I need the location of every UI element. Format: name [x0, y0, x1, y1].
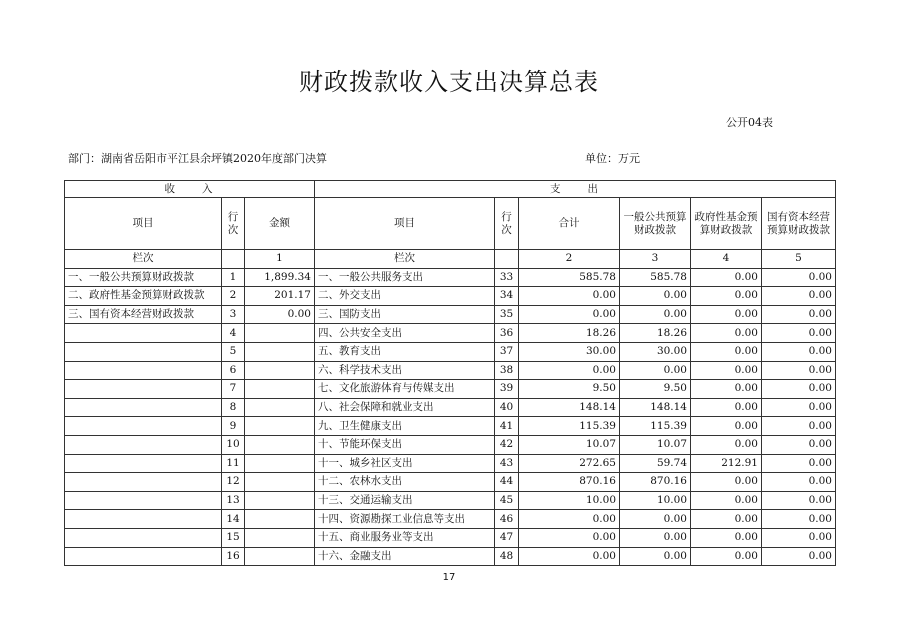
- total-cell: 0.00: [519, 510, 620, 529]
- fund-budget-cell: 0.00: [691, 342, 762, 361]
- header-expense-line-no: 行次: [495, 198, 519, 250]
- expense-section-label: 支 出: [315, 181, 836, 198]
- expense-item-cell: 十、节能环保支出: [315, 435, 495, 454]
- expense-item-cell: 十六、金融支出: [315, 547, 495, 566]
- expense-item-cell: 十三、交通运输支出: [315, 491, 495, 510]
- table-row: [65, 417, 836, 436]
- income-item-cell: [65, 491, 222, 510]
- state-capital-cell: 0.00: [762, 342, 836, 361]
- table-row: [65, 287, 836, 306]
- fund-budget-cell: 0.00: [691, 324, 762, 343]
- expense-line-no-cell: 45: [495, 491, 519, 510]
- expense-line-no-cell: 35: [495, 305, 519, 324]
- income-item-cell: [65, 398, 222, 417]
- income-line-no-cell: 8: [222, 398, 245, 417]
- income-line-no-cell: 7: [222, 380, 245, 399]
- fund-budget-cell: 0.00: [691, 287, 762, 306]
- income-amount-cell: [245, 324, 315, 343]
- fund-budget-cell: 0.00: [691, 435, 762, 454]
- income-item-cell: [65, 473, 222, 492]
- section-header-row: [65, 181, 836, 198]
- general-budget-cell: 0.00: [620, 547, 691, 566]
- total-cell: 115.39: [519, 417, 620, 436]
- header-fund-budget: 政府性基金预算财政拨款: [691, 198, 762, 250]
- fund-budget-cell: 0.00: [691, 510, 762, 529]
- income-item-cell: [65, 528, 222, 547]
- state-capital-cell: 0.00: [762, 324, 836, 343]
- state-capital-cell: 0.00: [762, 547, 836, 566]
- table-row: [65, 342, 836, 361]
- state-capital-cell: 0.00: [762, 417, 836, 436]
- fund-budget-cell: 0.00: [691, 268, 762, 287]
- expense-line-no-cell: 38: [495, 361, 519, 380]
- income-item-cell: 一、一般公共预算财政拨款: [65, 268, 222, 287]
- total-cell: 585.78: [519, 268, 620, 287]
- expense-line-no-cell: 37: [495, 342, 519, 361]
- income-item-cell: [65, 510, 222, 529]
- column-index-empty: [495, 250, 519, 269]
- income-amount-cell: [245, 528, 315, 547]
- table-row: [65, 473, 836, 492]
- fund-budget-cell: 0.00: [691, 380, 762, 399]
- header-income-line-no: 行次: [222, 198, 245, 250]
- column-index-label: 栏次: [65, 250, 222, 269]
- state-capital-cell: 0.00: [762, 305, 836, 324]
- state-capital-cell: 0.00: [762, 528, 836, 547]
- expense-item-cell: 十四、资源勘探工业信息等支出: [315, 510, 495, 529]
- column-index-2: 2: [519, 250, 620, 269]
- header-income-item: 项目: [65, 198, 222, 250]
- total-cell: 0.00: [519, 305, 620, 324]
- column-index-3: 3: [620, 250, 691, 269]
- expense-line-no-cell: 40: [495, 398, 519, 417]
- income-item-cell: [65, 342, 222, 361]
- income-line-no-cell: 5: [222, 342, 245, 361]
- general-budget-cell: 59.74: [620, 454, 691, 473]
- state-capital-cell: 0.00: [762, 361, 836, 380]
- department-label: 部门：湖南省岳阳市平江县余坪镇2020年度部门决算: [68, 152, 327, 165]
- header-state-capital-budget: 国有资本经营预算财政拨款: [762, 198, 836, 250]
- fund-budget-cell: 212.91: [691, 454, 762, 473]
- fund-budget-cell: 0.00: [691, 305, 762, 324]
- income-item-cell: [65, 454, 222, 473]
- general-budget-cell: 0.00: [620, 305, 691, 324]
- table-row: [65, 361, 836, 380]
- income-item-cell: [65, 547, 222, 566]
- table-row: [65, 380, 836, 399]
- form-code: 公开04表: [726, 116, 773, 129]
- column-header-row: [65, 198, 836, 250]
- income-amount-cell: 201.17: [245, 287, 315, 306]
- table-row: [65, 547, 836, 566]
- general-budget-cell: 9.50: [620, 380, 691, 399]
- expense-line-no-cell: 34: [495, 287, 519, 306]
- income-amount-cell: [245, 417, 315, 436]
- unit-label: 单位：万元: [585, 152, 640, 165]
- column-index-5: 5: [762, 250, 836, 269]
- expense-item-cell: 八、社会保障和就业支出: [315, 398, 495, 417]
- expense-item-cell: 一、一般公共服务支出: [315, 268, 495, 287]
- expense-line-no-cell: 41: [495, 417, 519, 436]
- column-index-4: 4: [691, 250, 762, 269]
- header-general-budget: 一般公共预算财政拨款: [620, 198, 691, 250]
- income-amount-cell: [245, 398, 315, 417]
- income-amount-cell: [245, 454, 315, 473]
- expense-item-cell: 七、文化旅游体育与传媒支出: [315, 380, 495, 399]
- total-cell: 0.00: [519, 287, 620, 306]
- table-row: [65, 528, 836, 547]
- state-capital-cell: 0.00: [762, 473, 836, 492]
- fund-budget-cell: 0.00: [691, 473, 762, 492]
- fund-budget-cell: 0.00: [691, 398, 762, 417]
- income-item-cell: 二、政府性基金预算财政拨款: [65, 287, 222, 306]
- fund-budget-cell: 0.00: [691, 547, 762, 566]
- income-line-no-cell: 10: [222, 435, 245, 454]
- total-cell: 0.00: [519, 528, 620, 547]
- income-amount-cell: [245, 361, 315, 380]
- total-cell: 0.00: [519, 547, 620, 566]
- income-amount-cell: 0.00: [245, 305, 315, 324]
- header-income-amount: 金额: [245, 198, 315, 250]
- fund-budget-cell: 0.00: [691, 528, 762, 547]
- expense-line-no-cell: 46: [495, 510, 519, 529]
- expense-line-no-cell: 36: [495, 324, 519, 343]
- income-line-no-cell: 9: [222, 417, 245, 436]
- income-line-no-cell: 11: [222, 454, 245, 473]
- income-amount-cell: [245, 473, 315, 492]
- table-row: [65, 305, 836, 324]
- fund-budget-cell: 0.00: [691, 417, 762, 436]
- income-line-no-cell: 1: [222, 268, 245, 287]
- state-capital-cell: 0.00: [762, 435, 836, 454]
- income-amount-cell: [245, 547, 315, 566]
- expense-item-cell: 五、教育支出: [315, 342, 495, 361]
- expense-line-no-cell: 47: [495, 528, 519, 547]
- income-amount-cell: [245, 380, 315, 399]
- total-cell: 10.07: [519, 435, 620, 454]
- income-amount-cell: 1,899.34: [245, 268, 315, 287]
- expense-item-cell: 三、国防支出: [315, 305, 495, 324]
- fund-budget-cell: 0.00: [691, 361, 762, 380]
- expense-item-cell: 四、公共安全支出: [315, 324, 495, 343]
- state-capital-cell: 0.00: [762, 398, 836, 417]
- page-title: 财政拨款收入支出决算总表: [299, 68, 599, 96]
- income-line-no-cell: 4: [222, 324, 245, 343]
- expense-line-no-cell: 42: [495, 435, 519, 454]
- fund-budget-cell: 0.00: [691, 491, 762, 510]
- table-row: [65, 435, 836, 454]
- general-budget-cell: 585.78: [620, 268, 691, 287]
- table-row: [65, 398, 836, 417]
- general-budget-cell: 148.14: [620, 398, 691, 417]
- total-cell: 148.14: [519, 398, 620, 417]
- general-budget-cell: 870.16: [620, 473, 691, 492]
- state-capital-cell: 0.00: [762, 491, 836, 510]
- table-row: [65, 454, 836, 473]
- general-budget-cell: 115.39: [620, 417, 691, 436]
- income-line-no-cell: 2: [222, 287, 245, 306]
- budget-table: [64, 180, 836, 566]
- income-section-label: 收 入: [65, 181, 315, 198]
- column-index-1: 1: [245, 250, 315, 269]
- expense-line-no-cell: 44: [495, 473, 519, 492]
- total-cell: 272.65: [519, 454, 620, 473]
- general-budget-cell: 0.00: [620, 528, 691, 547]
- general-budget-cell: 0.00: [620, 510, 691, 529]
- expense-item-cell: 十一、城乡社区支出: [315, 454, 495, 473]
- table-row: [65, 510, 836, 529]
- general-budget-cell: 0.00: [620, 361, 691, 380]
- state-capital-cell: 0.00: [762, 454, 836, 473]
- general-budget-cell: 10.07: [620, 435, 691, 454]
- income-amount-cell: [245, 491, 315, 510]
- expense-line-no-cell: 43: [495, 454, 519, 473]
- general-budget-cell: 10.00: [620, 491, 691, 510]
- state-capital-cell: 0.00: [762, 380, 836, 399]
- page-number: 17: [442, 572, 456, 583]
- state-capital-cell: 0.00: [762, 510, 836, 529]
- state-capital-cell: 0.00: [762, 268, 836, 287]
- expense-item-cell: 十五、商业服务业等支出: [315, 528, 495, 547]
- income-item-cell: [65, 417, 222, 436]
- income-line-no-cell: 13: [222, 491, 245, 510]
- expense-item-cell: 六、科学技术支出: [315, 361, 495, 380]
- expense-line-no-cell: 39: [495, 380, 519, 399]
- general-budget-cell: 18.26: [620, 324, 691, 343]
- income-line-no-cell: 15: [222, 528, 245, 547]
- header-total: 合计: [519, 198, 620, 250]
- state-capital-cell: 0.00: [762, 287, 836, 306]
- income-amount-cell: [245, 435, 315, 454]
- income-line-no-cell: 16: [222, 547, 245, 566]
- total-cell: 10.00: [519, 491, 620, 510]
- income-line-no-cell: 3: [222, 305, 245, 324]
- total-cell: 30.00: [519, 342, 620, 361]
- income-item-cell: [65, 324, 222, 343]
- income-line-no-cell: 12: [222, 473, 245, 492]
- column-index-label-expense: 栏次: [315, 250, 495, 269]
- income-item-cell: [65, 380, 222, 399]
- total-cell: 18.26: [519, 324, 620, 343]
- income-item-cell: 三、国有资本经营财政拨款: [65, 305, 222, 324]
- income-item-cell: [65, 435, 222, 454]
- income-line-no-cell: 6: [222, 361, 245, 380]
- total-cell: 9.50: [519, 380, 620, 399]
- expense-item-cell: 十二、农林水支出: [315, 473, 495, 492]
- income-amount-cell: [245, 510, 315, 529]
- expense-item-cell: 九、卫生健康支出: [315, 417, 495, 436]
- general-budget-cell: 0.00: [620, 287, 691, 306]
- column-index-row: [65, 250, 836, 269]
- header-expense-item: 项目: [315, 198, 495, 250]
- total-cell: 0.00: [519, 361, 620, 380]
- table-row: [65, 491, 836, 510]
- expense-line-no-cell: 33: [495, 268, 519, 287]
- total-cell: 870.16: [519, 473, 620, 492]
- general-budget-cell: 30.00: [620, 342, 691, 361]
- income-amount-cell: [245, 342, 315, 361]
- income-item-cell: [65, 361, 222, 380]
- table-row: [65, 268, 836, 287]
- expense-item-cell: 二、外交支出: [315, 287, 495, 306]
- income-line-no-cell: 14: [222, 510, 245, 529]
- expense-line-no-cell: 48: [495, 547, 519, 566]
- column-index-empty: [222, 250, 245, 269]
- table-row: [65, 324, 836, 343]
